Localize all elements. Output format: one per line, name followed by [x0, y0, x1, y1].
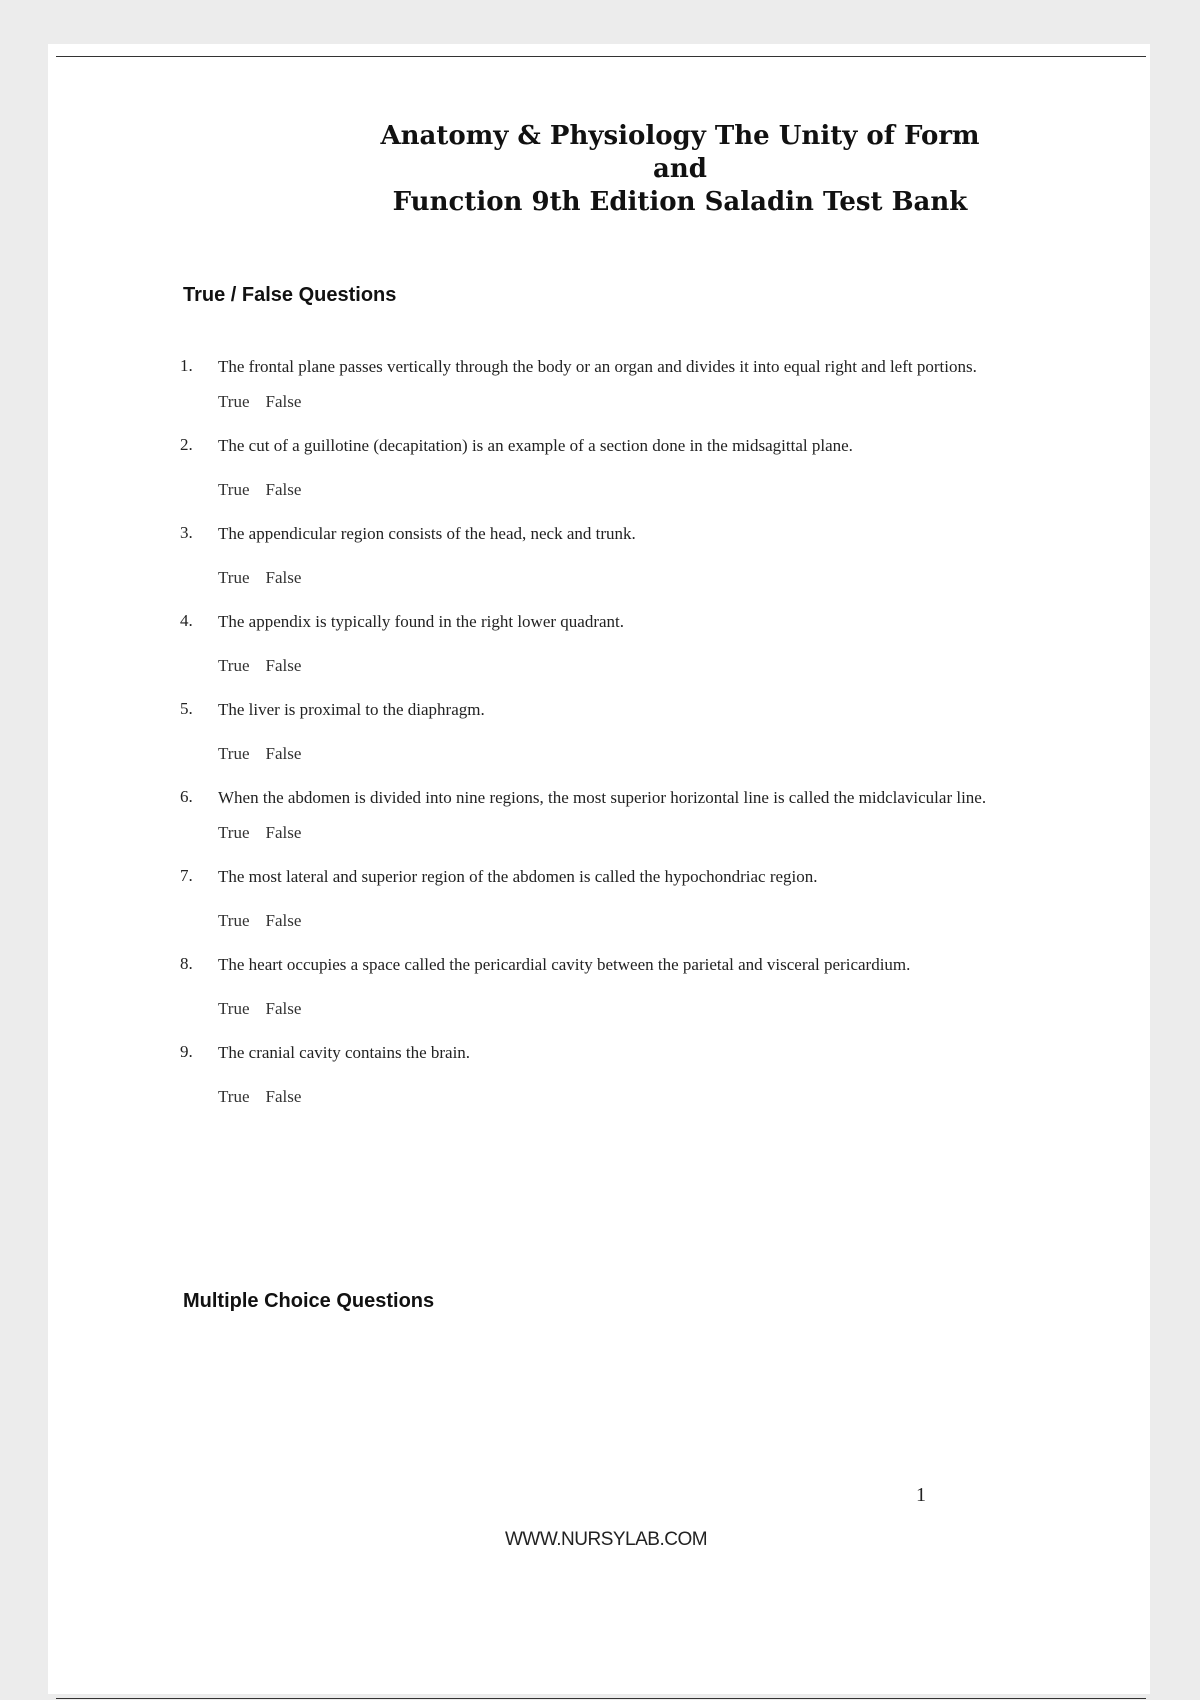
answer-true[interactable]: True: [218, 999, 250, 1018]
answer-false[interactable]: False: [265, 1087, 302, 1106]
question-item: [180, 699, 1100, 765]
question-item: [180, 866, 1100, 932]
answer-true[interactable]: True: [218, 911, 250, 930]
question-text: The frontal plane passes vertically through the body or an organ and divides it into equal right and left portions.: [218, 357, 977, 376]
question-item: [180, 356, 1100, 413]
question-number: 8.: [180, 954, 193, 973]
answer-false[interactable]: False: [265, 823, 302, 842]
multiple-choice-heading: Multiple Choice Questions: [183, 1290, 435, 1312]
answer-false[interactable]: False: [265, 480, 302, 499]
question-text: The cut of a guillotine (decapitation) is an example of a section done in the midsagittal plane.: [218, 436, 853, 455]
question-text: The appendicular region consists of the head, neck and trunk.: [218, 524, 636, 543]
question-item: [180, 435, 1100, 501]
question-text: The heart occupies a space called the pericardial cavity between the parietal and visceral pericardium.: [218, 955, 911, 974]
answer-false[interactable]: False: [265, 911, 302, 930]
question-number: 4.: [180, 611, 193, 630]
answer-options: [218, 998, 1100, 1020]
answer-false[interactable]: False: [265, 656, 302, 675]
question-item: [180, 787, 1100, 844]
question-number: 5.: [180, 699, 193, 718]
question-item: [180, 611, 1100, 677]
document-title: [380, 120, 980, 219]
answer-options: [218, 567, 1100, 589]
answer-options: [218, 743, 1100, 765]
answer-true[interactable]: True: [218, 823, 250, 842]
answer-options: [218, 1086, 1100, 1108]
question-number: 2.: [180, 435, 193, 454]
answer-true[interactable]: True: [218, 744, 250, 763]
answer-options: [218, 391, 1100, 413]
answer-true[interactable]: True: [218, 656, 250, 675]
answer-false[interactable]: False: [265, 392, 302, 411]
question-number: 6.: [180, 787, 193, 806]
question-text: The liver is proximal to the diaphragm.: [218, 700, 485, 719]
answer-true[interactable]: True: [218, 392, 250, 411]
answer-false[interactable]: False: [265, 568, 302, 587]
question-number: 3.: [180, 523, 193, 542]
question-number: 7.: [180, 866, 193, 885]
question-item: [180, 1042, 1100, 1108]
question-text: The cranial cavity contains the brain.: [218, 1043, 471, 1062]
answer-true[interactable]: True: [218, 568, 250, 587]
footer-url[interactable]: WWW.NURSYLAB.COM: [505, 1529, 708, 1550]
question-text: When the abdomen is divided into nine regions, the most superior horizontal line is called the midclavicular line.: [218, 788, 987, 807]
question-text: The appendix is typically found in the right lower quadrant.: [218, 612, 625, 631]
question-list: [180, 356, 1100, 1108]
answer-options: [218, 655, 1100, 677]
bottom-divider: [56, 1698, 1146, 1699]
question-number: 1.: [180, 356, 193, 375]
answer-options: [218, 822, 1100, 844]
answer-options: [218, 479, 1100, 501]
question-text: The most lateral and superior region of the abdomen is called the hypochondriac region.: [218, 867, 818, 886]
true-false-heading: True / False Questions: [183, 284, 397, 306]
question-number: 9.: [180, 1042, 193, 1061]
answer-true[interactable]: True: [218, 480, 250, 499]
answer-false[interactable]: False: [265, 744, 302, 763]
title-line-1: Anatomy & Physiology The Unity of Form and: [380, 121, 980, 184]
answer-true[interactable]: True: [218, 1087, 250, 1106]
top-divider: [56, 56, 1146, 57]
question-item: [180, 523, 1100, 589]
page-number: 1: [916, 1484, 926, 1506]
question-item: [180, 954, 1100, 1020]
answer-options: [218, 910, 1100, 932]
title-line-2: Function 9th Edition Saladin Test Bank: [392, 187, 968, 217]
answer-false[interactable]: False: [265, 999, 302, 1018]
